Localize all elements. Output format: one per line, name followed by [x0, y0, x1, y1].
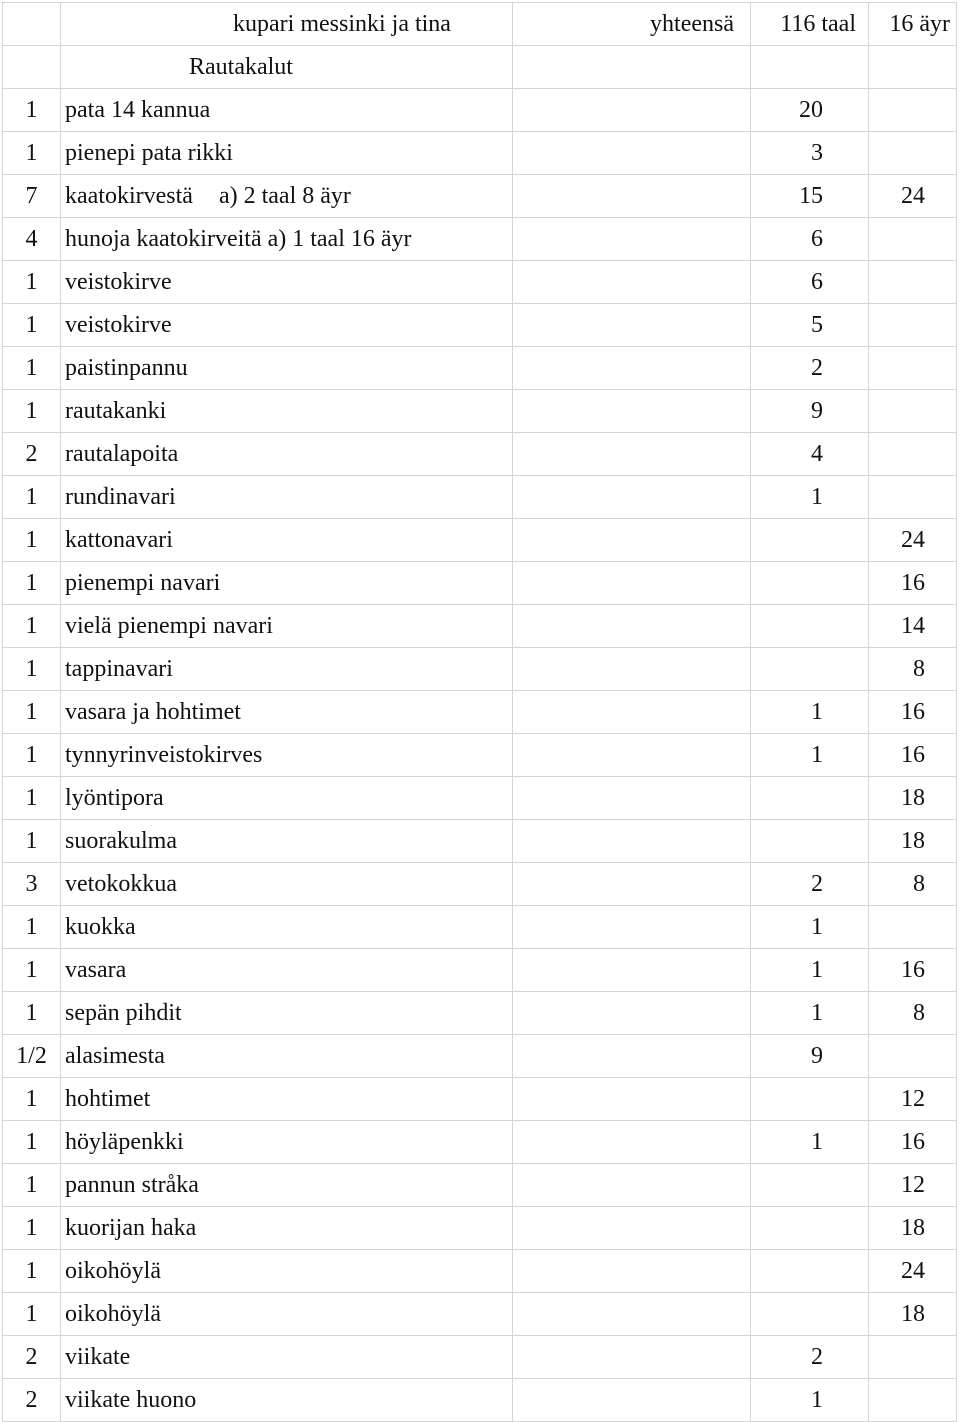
taal-cell — [751, 1078, 869, 1121]
empty-cell — [513, 562, 751, 605]
table-row — [3, 1336, 957, 1379]
ayr-cell: 12 — [869, 1164, 957, 1207]
item-cell — [61, 476, 513, 519]
ayr-cell: 24 — [869, 1250, 957, 1293]
ayr-cell — [869, 218, 957, 261]
ayr-cell — [869, 89, 957, 132]
ayr-cell: 18 — [869, 1207, 957, 1250]
item-cell — [61, 820, 513, 863]
quantity-cell: 1 — [3, 1207, 61, 1250]
taal-cell: 6 — [751, 261, 869, 304]
item-cell — [61, 648, 513, 691]
item-name: tynnyrinveistokirves — [65, 742, 263, 768]
quantity-cell: 1 — [3, 132, 61, 175]
item-cell — [61, 390, 513, 433]
header-total-label: yhteensä — [513, 3, 751, 46]
table-row — [3, 218, 957, 261]
item-name: rautalapoita — [65, 441, 179, 467]
ayr-cell: 14 — [869, 605, 957, 648]
item-name: viikate huono — [65, 1387, 197, 1413]
taal-cell — [751, 605, 869, 648]
ayr-cell — [869, 390, 957, 433]
empty-cell — [513, 261, 751, 304]
empty-cell — [513, 1293, 751, 1336]
quantity-cell: 2 — [3, 1379, 61, 1422]
item-cell — [61, 992, 513, 1035]
taal-cell: 2 — [751, 347, 869, 390]
item-name: suorakulma — [65, 828, 177, 854]
empty-cell — [513, 949, 751, 992]
table-row — [3, 1078, 957, 1121]
taal-cell: 15 — [751, 175, 869, 218]
quantity-cell: 1 — [3, 605, 61, 648]
taal-cell: 1 — [751, 734, 869, 777]
empty-cell — [513, 777, 751, 820]
quantity-cell: 1 — [3, 992, 61, 1035]
quantity-cell: 1 — [3, 949, 61, 992]
taal-cell: 6 — [751, 218, 869, 261]
item-cell — [61, 519, 513, 562]
empty-cell — [513, 218, 751, 261]
quantity-cell: 1 — [3, 304, 61, 347]
item-name: hunoja kaatokirveitä a) 1 taal 16 äyr — [65, 226, 412, 252]
item-name: viikate — [65, 1344, 131, 1370]
taal-cell: 3 — [751, 132, 869, 175]
item-name: kattonavari — [65, 527, 173, 553]
taal-cell: 2 — [751, 863, 869, 906]
table-row — [3, 1035, 957, 1078]
taal-cell: 9 — [751, 1035, 869, 1078]
empty-cell — [513, 476, 751, 519]
table-row — [3, 1121, 957, 1164]
item-name: kuokka — [65, 914, 136, 940]
item-name: veistokirve — [65, 269, 172, 295]
empty-cell — [513, 863, 751, 906]
taal-cell: 1 — [751, 949, 869, 992]
quantity-cell: 1 — [3, 390, 61, 433]
taal-cell: 9 — [751, 390, 869, 433]
item-name: alasimesta — [65, 1043, 165, 1069]
item-name: vasara ja hohtimet — [65, 699, 241, 725]
quantity-cell: 1 — [3, 1250, 61, 1293]
ayr-cell: 24 — [869, 519, 957, 562]
taal-cell — [751, 1207, 869, 1250]
quantity-cell: 2 — [3, 433, 61, 476]
item-name: oikohöylä — [65, 1301, 161, 1327]
empty-cell — [513, 734, 751, 777]
table-row — [3, 648, 957, 691]
table-row — [3, 1293, 957, 1336]
table-row — [3, 519, 957, 562]
ayr-cell: 8 — [869, 992, 957, 1035]
quantity-cell: 1 — [3, 734, 61, 777]
ayr-cell: 12 — [869, 1078, 957, 1121]
quantity-cell: 1 — [3, 562, 61, 605]
quantity-cell: 1 — [3, 1293, 61, 1336]
item-name: rautakanki — [65, 398, 167, 424]
empty-cell — [513, 519, 751, 562]
item-cell — [61, 175, 513, 218]
item-name: veistokirve — [65, 312, 172, 338]
item-cell — [61, 562, 513, 605]
taal-cell — [751, 777, 869, 820]
quantity-cell: 1 — [3, 1078, 61, 1121]
ayr-cell: 16 — [869, 734, 957, 777]
table-row — [3, 1379, 957, 1422]
empty-cell — [513, 1336, 751, 1379]
taal-cell — [751, 820, 869, 863]
quantity-cell: 1 — [3, 476, 61, 519]
table-row — [3, 132, 957, 175]
table-row — [3, 1207, 957, 1250]
item-cell — [61, 1078, 513, 1121]
item-name: vetokokkua — [65, 871, 177, 897]
item-name: tappinavari — [65, 656, 173, 682]
item-name: pannun stråka — [65, 1172, 199, 1198]
empty-cell — [513, 433, 751, 476]
quantity-cell: 1 — [3, 906, 61, 949]
taal-cell: 1 — [751, 992, 869, 1035]
table-row — [3, 1250, 957, 1293]
ayr-cell — [869, 476, 957, 519]
section-empty-cell — [513, 46, 751, 89]
quantity-cell: 1 — [3, 519, 61, 562]
empty-cell — [513, 648, 751, 691]
taal-cell: 4 — [751, 433, 869, 476]
item-cell — [61, 261, 513, 304]
section-empty-cell — [751, 46, 869, 89]
ayr-cell: 18 — [869, 820, 957, 863]
section-empty-cell — [869, 46, 957, 89]
ayr-cell: 18 — [869, 777, 957, 820]
table-row — [3, 863, 957, 906]
quantity-cell: 1/2 — [3, 1035, 61, 1078]
taal-cell — [751, 1164, 869, 1207]
taal-cell: 1 — [751, 1121, 869, 1164]
item-name: pata 14 kannua — [65, 97, 211, 123]
taal-cell: 20 — [751, 89, 869, 132]
taal-cell — [751, 1250, 869, 1293]
ayr-cell — [869, 347, 957, 390]
ayr-cell: 18 — [869, 1293, 957, 1336]
item-cell — [61, 1035, 513, 1078]
header-total-ayr: 16 äyr — [869, 3, 957, 46]
empty-cell — [513, 132, 751, 175]
item-name: paistinpannu — [65, 355, 188, 381]
item-cell — [61, 906, 513, 949]
ayr-cell — [869, 1336, 957, 1379]
table-row — [3, 1164, 957, 1207]
empty-cell — [513, 1164, 751, 1207]
ayr-cell — [869, 304, 957, 347]
quantity-cell: 1 — [3, 777, 61, 820]
empty-cell — [513, 1379, 751, 1422]
empty-cell — [513, 1207, 751, 1250]
table-row — [3, 347, 957, 390]
table-row — [3, 261, 957, 304]
taal-cell: 1 — [751, 906, 869, 949]
header-title: kupari messinki ja tina — [61, 3, 513, 46]
item-name: rundinavari — [65, 484, 176, 510]
ayr-cell: 8 — [869, 648, 957, 691]
quantity-cell: 1 — [3, 691, 61, 734]
quantity-cell: 1 — [3, 89, 61, 132]
ayr-cell: 16 — [869, 691, 957, 734]
item-name: höyläpenkki — [65, 1129, 184, 1155]
empty-cell — [513, 605, 751, 648]
empty-cell — [513, 390, 751, 433]
item-cell — [61, 1379, 513, 1422]
inventory-table — [2, 2, 957, 1422]
taal-cell: 1 — [751, 476, 869, 519]
table-row — [3, 390, 957, 433]
item-name: pienepi pata rikki — [65, 140, 233, 166]
empty-cell — [513, 175, 751, 218]
empty-cell — [513, 89, 751, 132]
item-cell — [61, 304, 513, 347]
table-row — [3, 175, 957, 218]
taal-cell: 1 — [751, 1379, 869, 1422]
empty-cell — [513, 304, 751, 347]
empty-cell — [513, 1078, 751, 1121]
table-row — [3, 734, 957, 777]
section-title: Rautakalut — [61, 46, 513, 89]
item-cell — [61, 734, 513, 777]
item-name: oikohöylä — [65, 1258, 161, 1284]
ayr-cell: 8 — [869, 863, 957, 906]
inventory-table-body — [3, 3, 957, 1422]
table-row — [3, 89, 957, 132]
ayr-cell — [869, 1035, 957, 1078]
table-row — [3, 777, 957, 820]
empty-cell — [513, 347, 751, 390]
ayr-cell: 16 — [869, 562, 957, 605]
ayr-cell: 24 — [869, 175, 957, 218]
item-cell — [61, 89, 513, 132]
item-cell — [61, 691, 513, 734]
empty-cell — [513, 820, 751, 863]
quantity-cell: 4 — [3, 218, 61, 261]
item-cell — [61, 949, 513, 992]
taal-cell: 1 — [751, 691, 869, 734]
item-note: a) 2 taal 8 äyr — [218, 183, 351, 209]
quantity-cell: 1 — [3, 820, 61, 863]
item-cell — [61, 863, 513, 906]
table-row — [3, 949, 957, 992]
item-name: pienempi navari — [65, 570, 221, 596]
ayr-cell: 16 — [869, 1121, 957, 1164]
item-name: vasara — [65, 957, 127, 983]
quantity-cell: 1 — [3, 261, 61, 304]
table-row — [3, 691, 957, 734]
item-name: vielä pienempi navari — [65, 613, 273, 639]
item-cell — [61, 132, 513, 175]
taal-cell: 2 — [751, 1336, 869, 1379]
section-qty-cell — [3, 46, 61, 89]
quantity-cell: 1 — [3, 347, 61, 390]
item-cell — [61, 1293, 513, 1336]
taal-cell — [751, 648, 869, 691]
quantity-cell: 7 — [3, 175, 61, 218]
empty-cell — [513, 992, 751, 1035]
empty-cell — [513, 1250, 751, 1293]
item-name: kuorijan haka — [65, 1215, 197, 1241]
quantity-cell: 1 — [3, 1164, 61, 1207]
quantity-cell: 1 — [3, 648, 61, 691]
item-cell — [61, 218, 513, 261]
table-row — [3, 605, 957, 648]
table-row — [3, 562, 957, 605]
table-row — [3, 906, 957, 949]
item-cell — [61, 1250, 513, 1293]
ayr-cell — [869, 906, 957, 949]
empty-cell — [513, 691, 751, 734]
empty-cell — [513, 1035, 751, 1078]
header-total-taal: 116 taal — [751, 3, 869, 46]
item-cell — [61, 1121, 513, 1164]
quantity-cell: 1 — [3, 1121, 61, 1164]
item-name: hohtimet — [65, 1086, 151, 1112]
table-row — [3, 433, 957, 476]
empty-cell — [513, 906, 751, 949]
taal-cell: 5 — [751, 304, 869, 347]
taal-cell — [751, 1293, 869, 1336]
ayr-cell — [869, 261, 957, 304]
quantity-cell: 2 — [3, 1336, 61, 1379]
item-name: kaatokirvestä — [65, 183, 193, 209]
ayr-cell — [869, 132, 957, 175]
item-cell — [61, 777, 513, 820]
item-cell — [61, 1336, 513, 1379]
table-row — [3, 992, 957, 1035]
taal-cell — [751, 562, 869, 605]
quantity-cell: 3 — [3, 863, 61, 906]
item-name: lyöntipora — [65, 785, 164, 811]
item-name: sepän pihdit — [65, 1000, 182, 1026]
empty-cell — [513, 1121, 751, 1164]
item-cell — [61, 433, 513, 476]
header-qty-cell — [3, 3, 61, 46]
taal-cell — [751, 519, 869, 562]
ayr-cell — [869, 433, 957, 476]
item-cell — [61, 347, 513, 390]
table-row — [3, 304, 957, 347]
ayr-cell: 16 — [869, 949, 957, 992]
item-cell — [61, 605, 513, 648]
item-cell — [61, 1164, 513, 1207]
table-row — [3, 476, 957, 519]
table-row — [3, 820, 957, 863]
section-row — [3, 46, 957, 89]
ayr-cell — [869, 1379, 957, 1422]
item-cell — [61, 1207, 513, 1250]
header-row — [3, 3, 957, 46]
